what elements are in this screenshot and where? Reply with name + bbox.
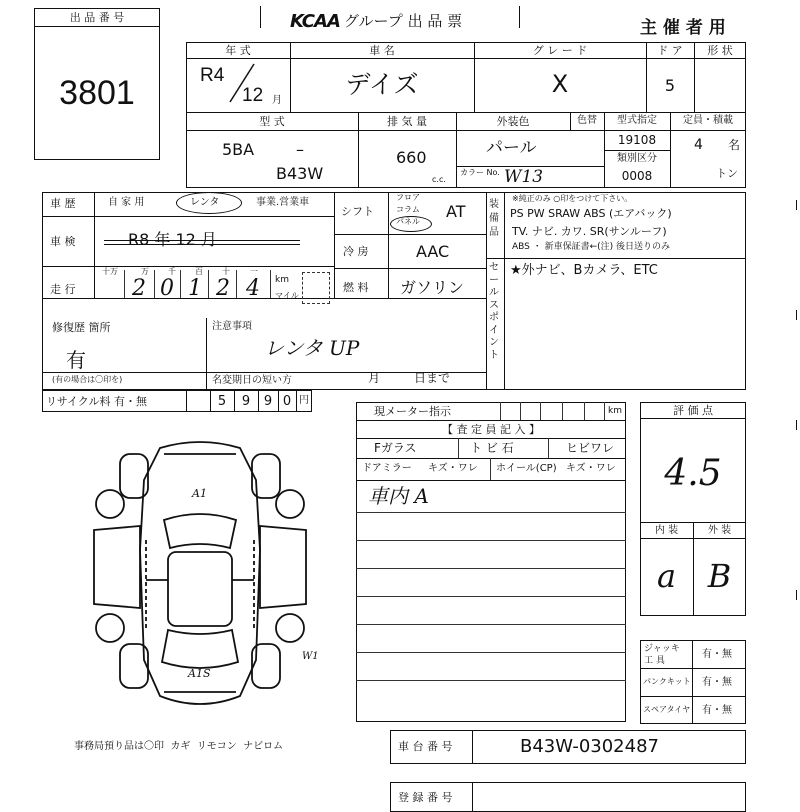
mileage-unit-10: 十 bbox=[222, 267, 230, 276]
glass-col-1 bbox=[458, 438, 459, 458]
shift-panel-circle bbox=[390, 216, 432, 232]
shaken-label: 車 検 bbox=[50, 235, 76, 248]
mileage-unit-10k: 万 bbox=[141, 267, 149, 276]
year-month: 12 bbox=[242, 85, 264, 106]
mileage-unit-100: 百 bbox=[195, 267, 203, 276]
shift-floor: フロア bbox=[396, 193, 420, 202]
equipment-line-2: TV. ナビ. カワ. SR(サンルーフ) bbox=[512, 225, 667, 238]
inspector-comment: 車内 A bbox=[368, 484, 429, 508]
mid-row-2 bbox=[42, 266, 334, 267]
wheel-rear-right bbox=[276, 614, 304, 642]
lot-label: 出 品 番 号 bbox=[69, 11, 125, 24]
car-diagram bbox=[80, 430, 330, 730]
year-label: 年 式 bbox=[225, 44, 251, 57]
comment-line-1 bbox=[356, 512, 626, 513]
mileage-unit-1: 一 bbox=[250, 267, 258, 276]
equipment-line-1: PS PW SRAW ABS (エアバック) bbox=[510, 207, 672, 220]
tools-row-2 bbox=[640, 696, 746, 697]
shaken-strike-1 bbox=[104, 240, 300, 241]
jack-value: 有・無 bbox=[702, 649, 732, 660]
wheel-damage-label: キズ・ワレ bbox=[566, 463, 616, 474]
mid-row-6 bbox=[486, 258, 746, 259]
comment-line-6 bbox=[356, 652, 626, 653]
recycle-label: リサイクル料 有・無 bbox=[46, 395, 147, 408]
recycle-col-1 bbox=[186, 390, 187, 412]
capacity-label: 定員・積載 bbox=[683, 115, 733, 126]
equipment-line-3: ABS ・ 新車保証書←(注) 後日送りのみ bbox=[512, 242, 671, 252]
mileage-unit-1k: 千 bbox=[168, 267, 176, 276]
mileage-tick-6 bbox=[270, 270, 271, 298]
shift-value: AT bbox=[446, 202, 466, 221]
jack-label: ジャッキ 工 具 bbox=[644, 644, 680, 666]
puncture-kit-label: パンクキット bbox=[643, 677, 691, 686]
vin-value: B43W-0302487 bbox=[520, 736, 659, 757]
history-option-rental: レンタ bbox=[190, 197, 220, 208]
inspector-row-2 bbox=[356, 438, 626, 439]
chassis-prefix: 5BA bbox=[222, 140, 255, 159]
chassis-type-label: 型 式 bbox=[259, 115, 285, 128]
rear-window bbox=[162, 630, 238, 668]
comment-line-7 bbox=[356, 680, 626, 681]
wheel-label: ホイール(CP) bbox=[496, 463, 557, 474]
mileage-label: 走 行 bbox=[50, 283, 76, 296]
type-designation-label: 型式指定 bbox=[617, 115, 657, 126]
comment-line-2 bbox=[356, 540, 626, 541]
mirror-label: ドアミラー bbox=[362, 463, 412, 474]
name-change-label: 名変期日の短い方 bbox=[212, 375, 292, 386]
caution-label: 注意事項 bbox=[212, 321, 252, 332]
year-era: R4 bbox=[200, 65, 225, 86]
class-label: 類別区分 bbox=[617, 153, 657, 164]
recycle-unit: 円 bbox=[299, 395, 309, 406]
color-change-label: 色替 bbox=[577, 115, 597, 126]
model-name-label: 車 名 bbox=[369, 44, 395, 57]
mid-row-4 bbox=[334, 268, 486, 269]
mid-col-4 bbox=[486, 192, 487, 390]
history-option-private: 自 家 用 bbox=[108, 197, 145, 208]
name-change-month: 月 bbox=[368, 371, 381, 385]
diagram-rear-mark: A1S bbox=[188, 667, 211, 680]
repair-label: 修復歴 箇所 bbox=[52, 321, 111, 334]
side-panel-left bbox=[94, 526, 140, 608]
edge-mark-2 bbox=[796, 310, 797, 320]
capacity-unit-persons: 名 bbox=[728, 138, 741, 152]
meter-col-5 bbox=[584, 402, 585, 420]
chassis-dash: – bbox=[296, 140, 304, 159]
meter-col-4 bbox=[562, 402, 563, 420]
meter-col-3 bbox=[540, 402, 541, 420]
mileage-unit-mile: マイル bbox=[275, 291, 299, 300]
grade-value: X bbox=[551, 70, 569, 98]
registration-label: 登 録 番 号 bbox=[398, 791, 453, 804]
row-divider-1 bbox=[186, 58, 746, 59]
equipment-note: ※純正のみ ○印をつけて下さい。 bbox=[512, 194, 633, 203]
capacity-value: 4 bbox=[694, 137, 703, 153]
type-designation-value: 19108 bbox=[617, 133, 657, 147]
shaken-strike-2 bbox=[104, 244, 300, 245]
comment-line-5 bbox=[356, 624, 626, 625]
chip-label: ト ビ 石 bbox=[470, 441, 514, 455]
class-divider bbox=[604, 150, 670, 151]
side-panel-right bbox=[260, 526, 306, 608]
shift-label: シフト bbox=[341, 205, 374, 218]
car-body-outline bbox=[140, 442, 260, 704]
lot-divider bbox=[34, 26, 160, 27]
tools-col bbox=[692, 640, 693, 724]
mid-col-5 bbox=[504, 192, 505, 390]
class-value: 0008 bbox=[621, 169, 653, 183]
mileage-tick-2 bbox=[154, 270, 155, 298]
repair-value: 有 bbox=[66, 348, 86, 372]
meter-unit: km bbox=[608, 406, 622, 416]
mileage-mile-box bbox=[302, 272, 330, 304]
mileage-digit-100: 1 bbox=[188, 276, 202, 301]
displacement-label: 排 気 量 bbox=[387, 115, 427, 128]
spare-tire-value: 有・無 bbox=[702, 705, 732, 716]
shaken-value: R8 年 12 月 bbox=[128, 230, 217, 249]
history-option-business: 事業.営業車 bbox=[256, 197, 310, 208]
brand-logo: KCAA bbox=[290, 11, 340, 32]
inspector-row-1 bbox=[356, 420, 626, 421]
model-name-value: デイズ bbox=[345, 70, 419, 99]
fuel-value: ガソリン bbox=[400, 278, 465, 297]
mileage-unit-100k: 十万 bbox=[102, 267, 118, 276]
header-tick-right bbox=[519, 6, 520, 28]
chassis-code: B43W bbox=[276, 164, 324, 183]
mirror-damage-label: キズ・ワレ bbox=[428, 463, 478, 474]
history-label: 車 歴 bbox=[50, 197, 76, 210]
mileage-tick-4 bbox=[208, 270, 209, 298]
sales-point-label: セールスポイント bbox=[489, 262, 499, 361]
edge-mark-1 bbox=[796, 200, 797, 210]
mid-col-1 bbox=[94, 192, 95, 298]
recycle-digit-2: 9 bbox=[241, 394, 251, 409]
wheel-front-left bbox=[96, 490, 124, 518]
mid-row-3 bbox=[334, 234, 486, 235]
edge-mark-4 bbox=[796, 590, 797, 600]
recycle-digit-1: 5 bbox=[217, 394, 227, 409]
form-title: グループ 出 品 票 bbox=[344, 12, 463, 30]
meter-col-1 bbox=[500, 402, 501, 420]
name-change-day: 日まで bbox=[414, 371, 451, 385]
displacement-unit: c.c. bbox=[432, 175, 446, 184]
glass-label: Fガラス bbox=[374, 441, 417, 455]
equipment-label: 装 備 品 bbox=[489, 199, 499, 238]
ac-value: AAC bbox=[416, 242, 450, 261]
registration-col bbox=[472, 782, 473, 812]
wheel-rear-left bbox=[96, 614, 124, 642]
recycle-digit-3: 9 bbox=[263, 394, 273, 409]
doors-value: 5 bbox=[664, 76, 676, 95]
organizer-label: 主 催 者 用 bbox=[640, 18, 726, 38]
exterior-grade: B bbox=[707, 557, 732, 595]
exterior-value: パール bbox=[486, 138, 537, 158]
spare-tire-label: スペアタイヤ bbox=[643, 705, 691, 714]
meter-col-6 bbox=[604, 402, 605, 420]
exterior-grade-label: 外 装 bbox=[707, 525, 732, 536]
vin-col bbox=[472, 730, 473, 764]
crack-label: ヒビワレ bbox=[566, 441, 615, 455]
interior-label: 内 装 bbox=[654, 525, 679, 536]
mileage-tick-3 bbox=[180, 270, 181, 298]
interior-grade: a bbox=[656, 557, 677, 595]
vin-label: 車 台 番 号 bbox=[398, 740, 453, 753]
mileage-digit-10: 2 bbox=[216, 276, 230, 301]
glass-col-2 bbox=[548, 438, 549, 458]
mid-col-2 bbox=[334, 192, 335, 298]
exterior-label: 外装色 bbox=[496, 115, 530, 128]
caution-value: レンタ UP bbox=[264, 336, 360, 360]
displacement-value: 660 bbox=[396, 148, 427, 167]
meter-col-2 bbox=[520, 402, 521, 420]
tools-row-1 bbox=[640, 668, 746, 669]
row-divider-3 bbox=[186, 130, 746, 131]
header-tick-left bbox=[260, 6, 261, 28]
mirror-col bbox=[490, 458, 491, 480]
fuel-label: 燃 料 bbox=[343, 281, 369, 294]
shift-column: コラム bbox=[396, 205, 420, 214]
office-items: 事務局預り品は〇印 カギ リモコン ナビロム bbox=[74, 741, 284, 752]
lot-number: 3801 bbox=[59, 74, 135, 112]
grade-label: グ レ ー ド bbox=[532, 44, 588, 57]
mid-row-1 bbox=[42, 216, 334, 217]
mileage-tick-5 bbox=[236, 270, 237, 298]
diagram-side-mark: W1 bbox=[302, 651, 319, 662]
body-type-label: 形 状 bbox=[707, 44, 733, 57]
comment-line-4 bbox=[356, 596, 626, 597]
diagram-front-mark: A1 bbox=[192, 487, 207, 500]
evaluation-row-1 bbox=[640, 418, 746, 419]
mid-col-6 bbox=[206, 318, 207, 390]
mid-col-3 bbox=[388, 192, 389, 298]
windshield bbox=[164, 514, 236, 548]
inspector-label: 【 査 定 員 記 入 】 bbox=[442, 423, 540, 436]
inspector-row-4 bbox=[356, 480, 626, 481]
mileage-digit-10k: 2 bbox=[132, 276, 146, 301]
year-month-unit: 月 bbox=[272, 95, 282, 106]
row-divider-2 bbox=[186, 112, 746, 113]
recycle-digit-4: 0 bbox=[282, 394, 292, 409]
edge-mark-3 bbox=[796, 420, 797, 430]
roof bbox=[168, 552, 232, 626]
mileage-tick-1 bbox=[124, 270, 125, 298]
ac-label: 冷 房 bbox=[343, 245, 369, 258]
repair-note: (有の場合は〇印を) bbox=[52, 375, 123, 384]
evaluation-label: 評 価 点 bbox=[673, 404, 713, 417]
doors-label: ド ア bbox=[657, 44, 683, 57]
sales-point-value: ★外ナビ、Bカメラ、ETC bbox=[510, 263, 658, 278]
capacity-unit-tons: トン bbox=[716, 167, 738, 180]
comment-line-3 bbox=[356, 568, 626, 569]
inspector-row-3 bbox=[356, 458, 626, 459]
color-no-value: W13 bbox=[504, 167, 544, 187]
evaluation-row-3 bbox=[640, 538, 746, 539]
evaluation-score: 4.5 bbox=[664, 453, 722, 494]
meter-label: 現メーター指示 bbox=[374, 405, 451, 418]
wheel-front-right bbox=[276, 490, 304, 518]
mileage-digit-1: 4 bbox=[246, 276, 260, 301]
shift-panel: パネル bbox=[396, 217, 420, 226]
mileage-unit-km: km bbox=[275, 275, 289, 285]
puncture-kit-value: 有・無 bbox=[702, 677, 732, 688]
mid-row-5 bbox=[42, 298, 486, 299]
mileage-digit-1k: 0 bbox=[160, 276, 174, 301]
color-no-label: カラー No. bbox=[460, 168, 500, 177]
